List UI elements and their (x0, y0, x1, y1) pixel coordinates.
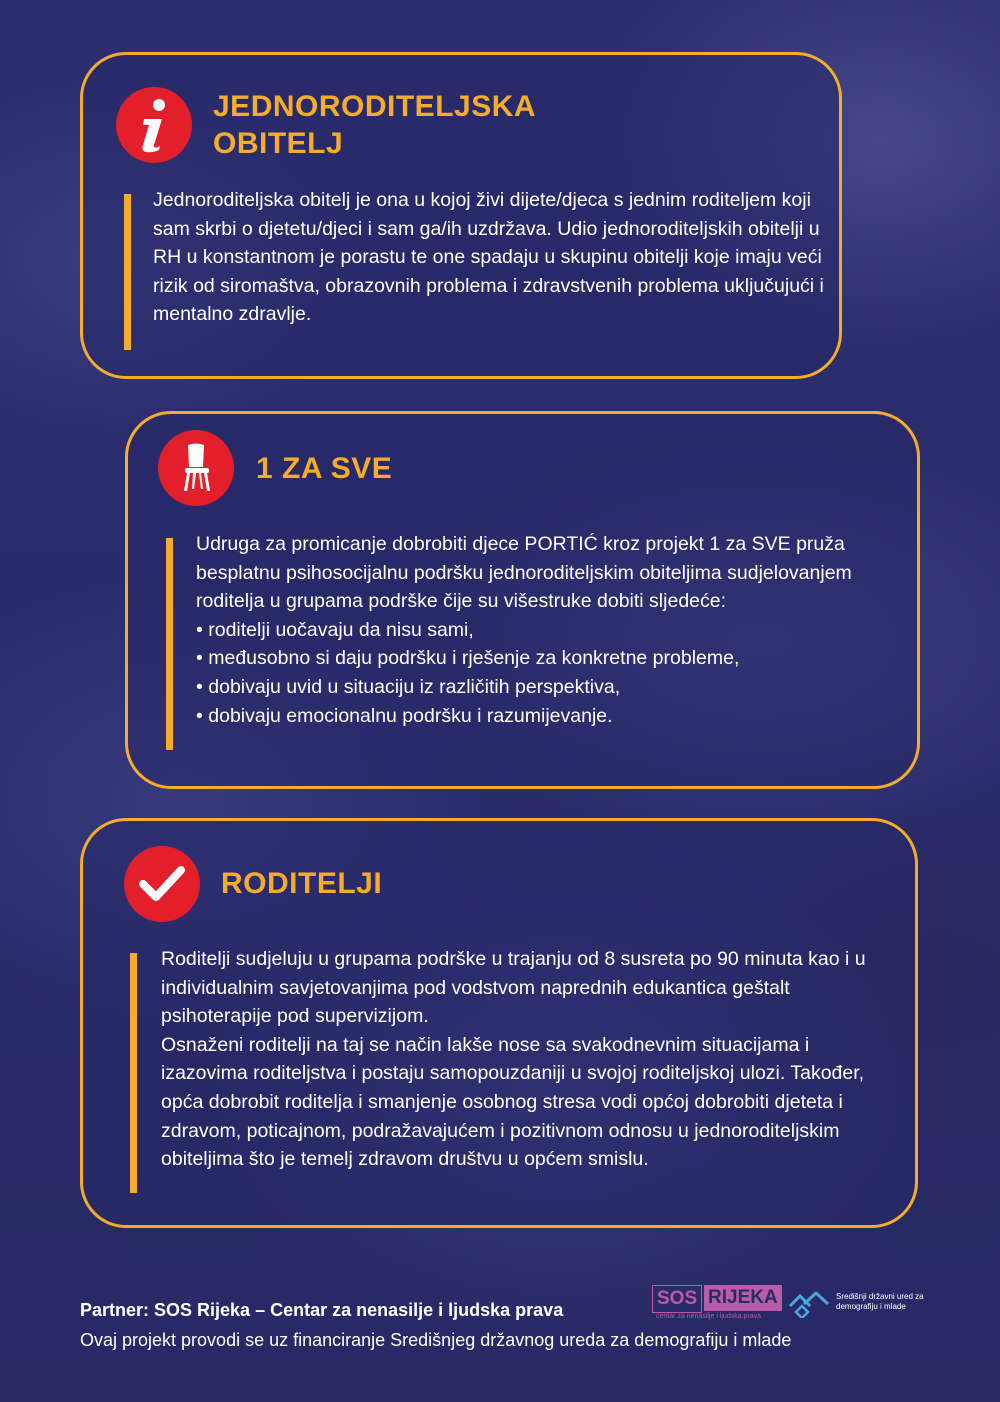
parents-accent-bar (130, 953, 137, 1193)
info-body: Jednoroditeljska obitelj je ona u kojoj živi dijete/djeca s jednim roditeljem koji sam skrbi o djetetu/djeci i sam ga/ih uzdržava. Udio jednoroditeljskih obitelji u RH u konstantnom je porastu te one spadaju u skupinu obitelji koje imaju veći rizik od siromaštva, obrazovnih problema i zdravstvenih problema uključujući i mentalno zdravlje. (153, 189, 824, 326)
program-title: 1 ZA SVE (256, 452, 393, 485)
parents-body (161, 945, 901, 1174)
government-office-logo-text: Središnji državni ured za demografiju i mlade (836, 1292, 924, 1311)
checkmark-icon (139, 864, 185, 904)
list-item: • roditelji uočavaju da nisu sami, (196, 616, 906, 645)
parents-paragraph-1: Roditelji sudjeluju u grupama podrške u trajanju od 8 susreta po 90 minuta kao i u individualnim savjetovanjima pod vodstvom naprednih edukantica geštalt psihoterapije pod supervizijom. (161, 948, 866, 1028)
info-title-line1: JEDNORODITELJSKA (213, 90, 537, 123)
sos-rijeka-logo (652, 1285, 778, 1325)
houses-icon (788, 1290, 832, 1318)
program-body (196, 530, 906, 730)
checkmark-icon-badge (124, 846, 200, 922)
parents-title: RODITELJI (221, 867, 383, 900)
footer-partner: Partner: SOS Rijeka – Centar za nenasilje i ljudska prava (80, 1300, 564, 1320)
sos-logo-right: RIJEKA (704, 1285, 782, 1311)
info-accent-bar (124, 194, 131, 350)
info-title (213, 88, 536, 162)
parents-paragraph-2: Osnaženi roditelji na taj se način lakše nose sa svakodnevnim situacijama i izazovima roditeljstva i postaju samopouzdaniji u svojoj roditeljskoj ulozi. Također, opća dobrobit roditelja i smanjenje osobnog stresa vodi općoj dobrobiti djeteta i zdravom, poticajnom, podražavajućem i pozitivnom odnosu u jednoroditeljskim obiteljima što je temelj zdravom društvu u općem smislu. (161, 1033, 865, 1171)
info-icon (134, 97, 174, 153)
info-icon-badge (116, 87, 192, 163)
sos-logo-subtitle: centar za nenasilje i ljudska prava (656, 1313, 762, 1320)
sos-logo-left: SOS (652, 1285, 702, 1313)
chair-icon (176, 443, 216, 493)
chair-icon-badge (158, 430, 234, 506)
footer-funding: Ovaj projekt provodi se uz financiranje Središnjeg državnog ureda za demografiju i mlade (80, 1330, 792, 1350)
program-accent-bar (166, 538, 173, 750)
list-item: • dobivaju emocionalnu podršku i razumijevanje. (196, 702, 906, 731)
list-item: • međusobno si daju podršku i rješenje za konkretne probleme, (196, 644, 906, 673)
government-office-logo (788, 1290, 928, 1320)
list-item: • dobivaju uvid u situaciju iz različitih perspektiva, (196, 673, 906, 702)
program-intro: Udruga za promicanje dobrobiti djece PORTIĆ kroz projekt 1 za SVE pruža besplatnu psihosocijalnu podršku jednoroditeljskim obiteljima sudjelovanjem roditelja u grupama podrške čije su višestruke dobiti sljedeće: (196, 533, 852, 613)
program-benefits-list (196, 616, 906, 730)
info-title-line2: OBITELJ (213, 127, 344, 160)
